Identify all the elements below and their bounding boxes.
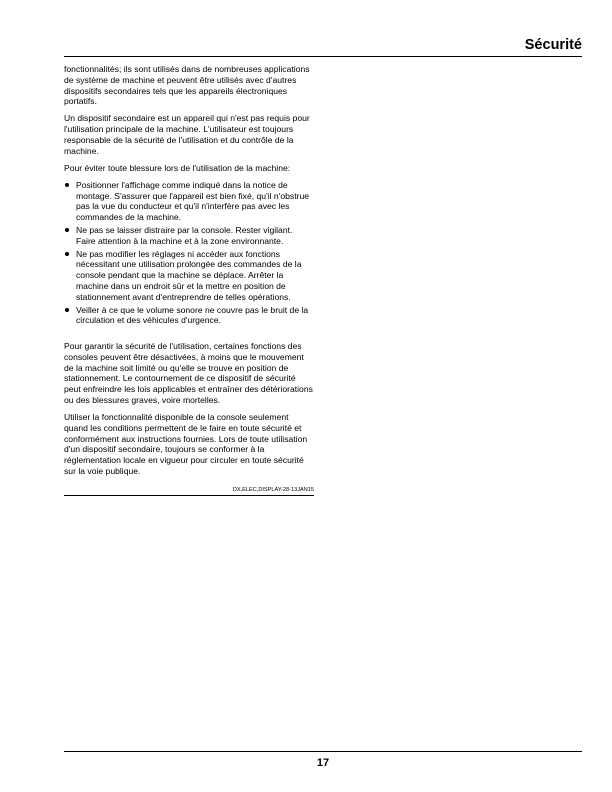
bullet-icon xyxy=(65,308,69,312)
page-title: Sécurité xyxy=(524,37,582,53)
section-divider xyxy=(64,495,314,496)
safety-section xyxy=(64,64,314,496)
safety-bullet-list xyxy=(64,180,314,326)
list-item xyxy=(64,249,314,303)
paragraph: fonctionnalités; ils sont utilisés dans de nombreuses applications de système de machine et peuvent être utilisés avec d'autres dispositifs secondaires tels que les appareils électroniques portatifs. xyxy=(64,64,310,107)
header-divider xyxy=(64,56,582,57)
list-item-text: Veiller à ce que le volume sonore ne couvre pas le bruit de la circulation et des véhicules d'urgence. xyxy=(76,304,309,326)
paragraph: Pour garantir la sécurité de l'utilisation, certaines fonctions des consoles peuvent être désactivées, à moins que le mouvement de la machine soit limité ou qu'elle se trouve en position de stationnement. Le contournement de ce dispositif de sécurité peut enfreindre les lois applicables et entraîner des détériorations ou des blessures graves, voire mortelles. xyxy=(64,341,313,406)
list-item xyxy=(64,180,314,223)
page-number: 17 xyxy=(316,757,330,769)
bullet-icon xyxy=(65,228,69,232)
reference-code: DX,ELEC,DISPLAY-28-13JAN15 xyxy=(232,486,314,493)
bullet-icon xyxy=(65,183,69,187)
list-item-text: Positionner l'affichage comme indiqué dans la notice de montage. S'assurer que l'appareil est bien fixé, qu'il n'obstrue pas la vue du conducteur et qu'il n'interfère pas avec les commandes de la machine. xyxy=(76,179,310,223)
paragraph: Pour éviter toute blessure lors de l'utilisation de la machine: xyxy=(64,162,291,173)
paragraph: Un dispositif secondaire est un appareil qui n'est pas requis pour l'utilisation principale de la machine. L'utilisateur est toujours responsable de la sécurité de l'utilisation et du contrôle de la machine. xyxy=(64,113,310,156)
paragraph: Utiliser la fonctionnalité disponible de la console seulement quand les conditions permettent de le faire en toute sécurité et conformément aux instructions fournies. Lors de toute utilisation d'un dispositif secondaire, toujours se conformer à la réglementation locale en vigueur pour circuler en toute sécurité sur la voie publique. xyxy=(64,412,308,477)
list-item-text: Ne pas modifier les réglages ni accéder aux fonctions nécessitant une utilisation prolongée des commandes de la console pendant que la machine se déplace. Arrêter la machine dans un endroit sûr et la mettre en position de stationnement avant d'entreprendre de telles opérations. xyxy=(76,248,302,302)
bullet-icon xyxy=(65,252,69,256)
footer-divider xyxy=(64,751,582,752)
list-item xyxy=(64,225,314,247)
list-item xyxy=(64,305,314,327)
list-item-text: Ne pas se laisser distraire par la console. Rester vigilant. Faire attention à la machine et à la zone environnante. xyxy=(76,224,293,246)
